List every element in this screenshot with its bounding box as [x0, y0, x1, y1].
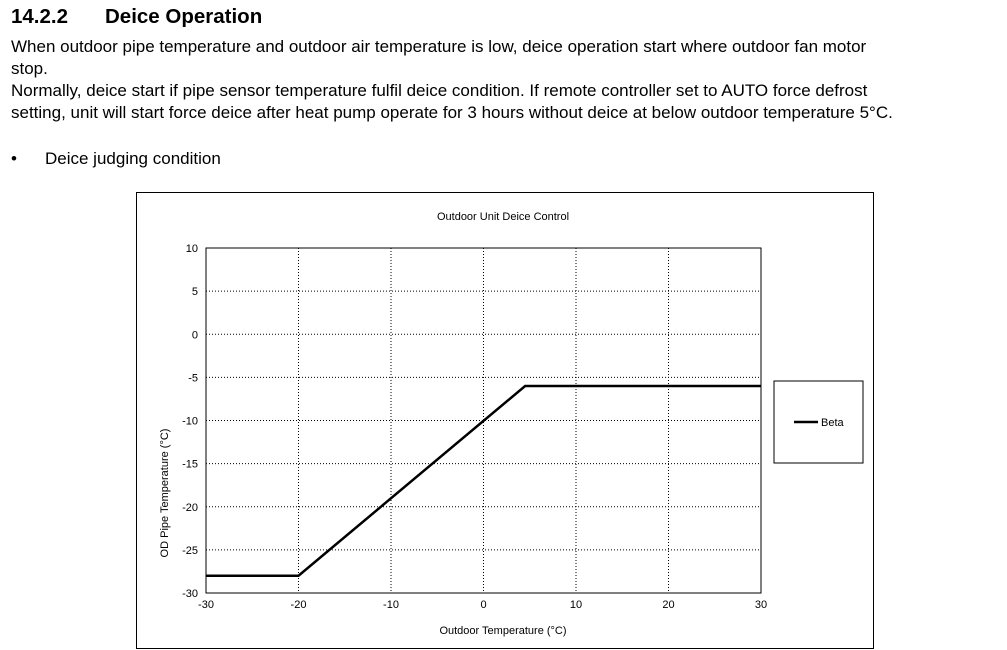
- x-tick-label: -10: [383, 599, 399, 611]
- y-tick-label: -10: [182, 415, 198, 428]
- y-tick-label: -25: [182, 544, 198, 557]
- paragraph-line: stop.: [11, 59, 48, 78]
- y-tick-label: 0: [191, 329, 198, 342]
- chart-y-axis-label: OD Pipe Temperature (°C): [159, 428, 171, 558]
- section-title: Deice Operation: [105, 5, 263, 28]
- chart-x-axis-label: Outdoor Temperature (°C): [439, 625, 567, 637]
- legend-label-beta: Beta: [821, 417, 844, 429]
- paragraph-line: When outdoor pipe temperature and outdoor air temperature is low, deice operation start where outdoor fan motor: [11, 37, 867, 56]
- y-tick-label: -20: [182, 501, 198, 514]
- bullet-icon: •: [11, 149, 17, 168]
- x-tick-label: 30: [754, 599, 768, 611]
- chart-frame: [136, 192, 874, 649]
- y-tick-label: -15: [182, 458, 198, 471]
- x-tick-label: 0: [480, 599, 487, 611]
- y-tick-label: -30: [182, 588, 198, 600]
- y-tick-label: 10: [185, 243, 198, 255]
- section-number: 14.2.2: [11, 5, 68, 28]
- section-heading: [11, 5, 262, 29]
- bullet-text: Deice judging condition: [45, 149, 221, 168]
- x-tick-label: -30: [198, 599, 214, 611]
- deice-control-chart: [137, 193, 873, 648]
- y-tick-label: -5: [188, 372, 198, 385]
- y-tick-label: 5: [191, 286, 198, 299]
- bullet-item: [11, 148, 221, 170]
- x-tick-label: -20: [290, 599, 307, 611]
- legend-box: [774, 381, 863, 463]
- paragraph-line: setting, unit will start force deice after heat pump operate for 3 hours without deice at below outdoor temperature 5°C.: [11, 103, 893, 122]
- series-line-beta: [206, 386, 761, 576]
- paragraph-line: Normally, deice start if pipe sensor temperature fulfil deice condition. If remote controller set to AUTO force defrost: [11, 81, 868, 100]
- x-tick-label: 10: [569, 599, 583, 611]
- x-tick-label: 20: [662, 599, 675, 611]
- chart-title: Outdoor Unit Deice Control: [436, 211, 570, 223]
